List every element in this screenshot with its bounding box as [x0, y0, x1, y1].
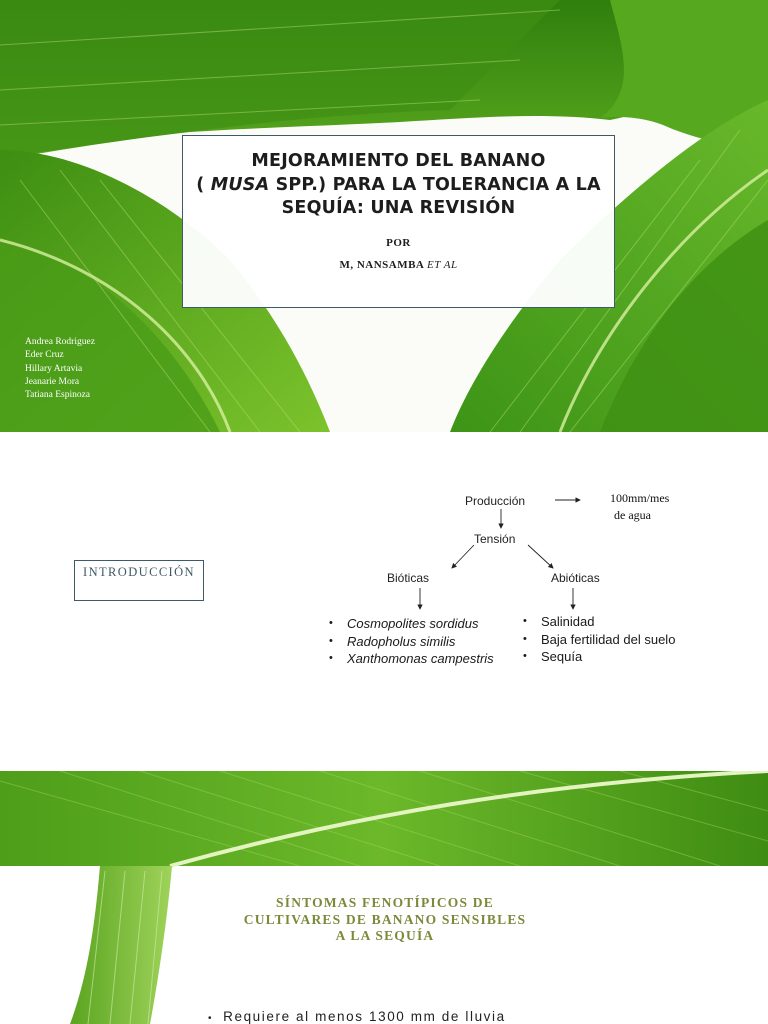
symptoms-heading-line-1: SÍNTOMAS FENOTÍPICOS DE: [276, 895, 494, 910]
por-label: POR: [386, 236, 411, 249]
list-item: [329, 650, 494, 668]
presenter-name: Jeanarie Mora: [25, 376, 80, 387]
list-item: [523, 648, 675, 666]
symptoms-heading-line-3: A LA SEQUÍA: [335, 928, 435, 943]
presenter-name: Hillary Artavia: [25, 363, 83, 374]
biotic-item: Xanthomonas campestris: [347, 651, 494, 666]
tension-label: Tensión: [474, 532, 516, 546]
title-slide: [0, 0, 768, 432]
water-line-1: 100mm/mes: [610, 491, 670, 505]
biotic-item: Cosmopolites sordidus: [347, 616, 479, 631]
title-musa: MUSA: [210, 174, 270, 195]
list-item: [523, 631, 675, 649]
abiotic-stress-list: [523, 613, 675, 666]
title-frame: [182, 135, 615, 308]
biotic-stress-list: [329, 615, 494, 668]
biotic-item: Radopholus similis: [347, 633, 456, 649]
symptoms-slide: [0, 771, 768, 1024]
presenter-name: Andrea Rodriguez: [25, 337, 95, 347]
symptoms-heading-line-2: CULTIVARES DE BANANO SENSIBLES: [243, 911, 527, 927]
abiotic-item: Sequía: [541, 649, 583, 664]
bullet-mark: •: [208, 1013, 214, 1024]
introduction-slide: [0, 432, 768, 771]
presenter-name: Eder Cruz: [25, 350, 64, 361]
title-line-1: MEJORAMIENTO DEL BANANO: [251, 151, 546, 171]
water-requirement: [610, 490, 669, 524]
rainfall-requirement-text: Requiere al menos 1300 mm de lluvia: [223, 1009, 506, 1024]
abioticas-label: Abióticas: [551, 571, 600, 585]
title-line-2: SPP.) PARA LA TOLERANCIA A LA: [269, 174, 601, 195]
arrow-tension-to-bioticas: [452, 545, 474, 568]
rainfall-bullet: [208, 1009, 506, 1024]
abiotic-item: Baja fertilidad del suelo: [541, 631, 676, 647]
title-open-paren: (: [196, 174, 211, 195]
list-item: [329, 633, 494, 651]
presentation-title: [183, 150, 614, 221]
presenter-name: Tatiana Espinoza: [25, 390, 91, 401]
presenter-list: [25, 336, 95, 402]
abiotic-item: Salinidad: [541, 614, 595, 629]
list-item: [329, 615, 494, 633]
symptoms-heading: [226, 895, 544, 945]
arrow-tension-to-abioticas: [528, 545, 553, 568]
list-item: [523, 613, 675, 631]
produccion-label: Producción: [465, 494, 526, 508]
tension-diagram-arrows: [0, 432, 768, 771]
introduction-heading: INTRODUCCIÓN: [83, 565, 195, 579]
author-name: M, NANSAMBA: [339, 258, 428, 271]
bioticas-label: Bióticas: [387, 571, 430, 585]
author-line: [183, 259, 614, 271]
title-line-3: SEQUÍA: UNA REVISIÓN: [281, 198, 516, 218]
author-etal: ET AL: [427, 258, 458, 271]
water-line-2: de agua: [614, 508, 651, 522]
